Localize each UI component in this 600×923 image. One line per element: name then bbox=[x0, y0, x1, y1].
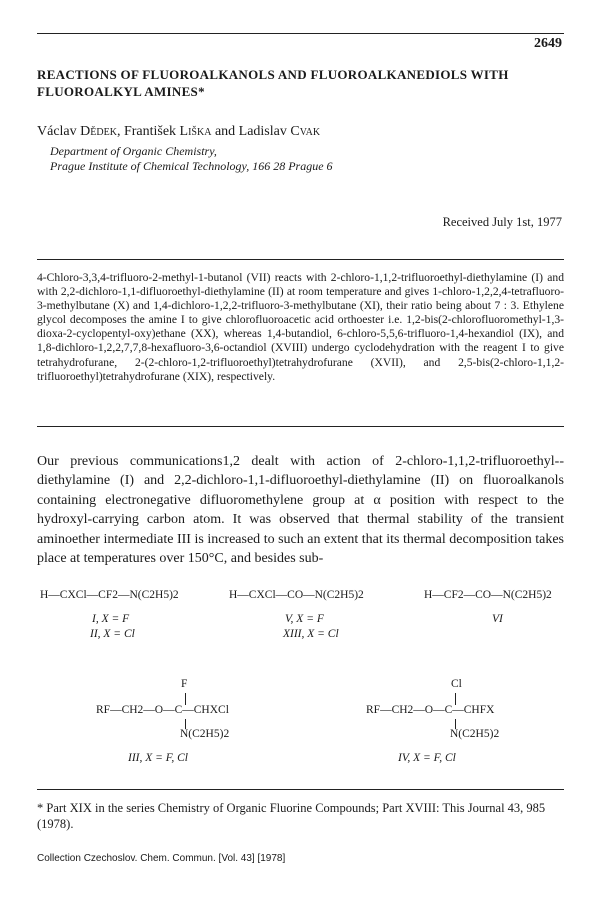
structure-iv-main: RF—CH2—O—C—CHFX bbox=[366, 704, 495, 716]
journal-footer: Collection Czechoslov. Chem. Commun. [Vol. 43] [1978] bbox=[37, 853, 286, 864]
author-3-family: Cvak bbox=[290, 124, 321, 139]
structure-iii-label: III, X = F, Cl bbox=[128, 752, 188, 764]
structure-iii-bottom: N(C2H5)2 bbox=[180, 728, 230, 740]
formula-ii-label: II, X = Cl bbox=[90, 628, 135, 640]
structure-iv-bottom: N(C2H5)2 bbox=[450, 728, 500, 740]
formula-vi: H—CF2—CO—N(C2H5)2 bbox=[424, 589, 552, 601]
formula-i-ii: H—CXCl—CF2—N(C2H5)2 bbox=[40, 589, 179, 601]
formula-vi-label: VI bbox=[492, 613, 503, 625]
structure-iii-top: F bbox=[181, 678, 188, 690]
author-3-given: Ladislav bbox=[238, 124, 291, 139]
affiliation-line-1: Department of Organic Chemistry, bbox=[50, 144, 217, 158]
abstract-bottom-rule bbox=[37, 426, 564, 427]
structure-iii-main: RF—CH2—O—C—CHXCl bbox=[96, 704, 229, 716]
body-paragraph: Our previous communications1,2 dealt with action of 2-chloro-1,1,2-trifluoroethyl--diethylamine (I) and 2,2-dichloro-1,1-difluoroethyl-diethylamine (II) on fluoroalkanols containing electronegative difluoromethylene group at α position with respect to the hydroxyl-carrying carbon atom. It was observed that thermal stability of the transient aminoether intermediate III is increased to such an extent that its thermal decomposition takes place at temperatures over 150°C, and besides sub- bbox=[37, 454, 564, 567]
footnote: * Part XIX in the series Chemistry of Organic Fluorine Compounds; Part XVIII: This Journal 43, 985 (1978). bbox=[37, 801, 546, 831]
author-and: and bbox=[211, 124, 239, 139]
author-list bbox=[37, 124, 320, 140]
affiliation-line-2: Prague Institute of Chemical Technology, 166 28 Prague 6 bbox=[50, 159, 333, 173]
author-2-given: František bbox=[123, 124, 180, 139]
top-rule bbox=[37, 33, 564, 34]
structure-iv-label: IV, X = F, Cl bbox=[398, 752, 456, 764]
abstract-top-rule bbox=[37, 259, 564, 260]
abstract: 4-Chloro-3,3,4-trifluoro-2-methyl-1-butanol (VII) reacts with 2-chloro-1,1,2-trifluoroethyl-diethylamine (I) and with 2,2-dichloro-1,1-difluoroethyl-diethylamine (II) at room temperature and gives 1-chloro-1,2,2,4-tetrafluoro-3-methylbutane (X) and 1,4-dichloro-1,2,2-trifluoro-3-methylbutane (XI), their ratio being about 7 : 3. Ethylene glycol decomposes the amine I to give chlorofluoroacetic acid orthoester i.e. 1,2-bis(2-chlorofluoromethyl-1,3-dioxa-2-cyclopentyl-oxy)ethane (XX), whereas 1,4-butandiol, 6-chloro-5,5,6-trifluoro-1,4-hexandiol (IX), and 1,8-dichloro-1,2,2,7,7,8-hexafluoro-3,6-octandiol (XVIII) undergo cyclodehydration with the reagent I to give tetrahydrofurane, 2-(2-chloro-1,2-trifluoroethyl)tetrahydrofurane (XVII), and 2,5-bis(2-chloro-1,1,2-trifluoroethyl)tetrahydrofurane (XIX), respectively. bbox=[37, 271, 564, 383]
author-2-family: Liška bbox=[179, 124, 212, 139]
formula-xiii-label: XIII, X = Cl bbox=[283, 628, 339, 640]
received-date: Received July 1st, 1977 bbox=[442, 215, 562, 229]
structure-iv-top: Cl bbox=[451, 678, 462, 690]
footnote-rule bbox=[37, 789, 564, 790]
article-title: REACTIONS OF FLUOROALKANOLS AND FLUOROALKANEDIOLS WITH FLUOROALKYL AMINES* bbox=[37, 67, 509, 99]
formula-v-xiii: H—CXCl—CO—N(C2H5)2 bbox=[229, 589, 364, 601]
formula-i-label: I, X = F bbox=[92, 613, 130, 625]
author-1-family: Dědek bbox=[80, 124, 117, 139]
author-separator: , bbox=[116, 124, 124, 139]
formula-v-label: V, X = F bbox=[285, 613, 324, 625]
author-1-given: Václav bbox=[37, 124, 81, 139]
page-number: 2649 bbox=[534, 36, 562, 51]
affiliation bbox=[50, 144, 333, 174]
